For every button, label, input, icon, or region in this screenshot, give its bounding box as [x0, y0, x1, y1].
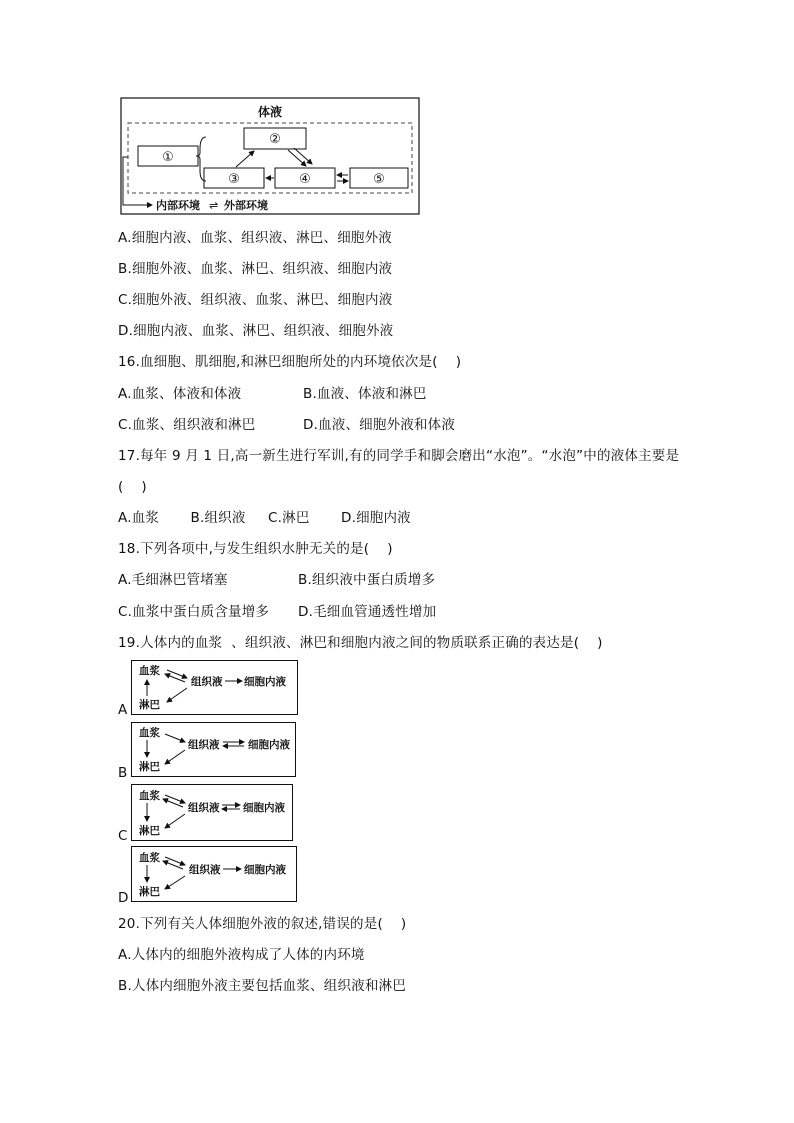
- caption-external: 外部环境: [224, 199, 268, 212]
- box-5: ⑤: [373, 172, 385, 187]
- q19-option-a-diagram: [131, 660, 299, 716]
- q17-options: A.血浆 B.组织液 C.淋巴 D.细胞内液: [118, 510, 411, 526]
- body-fluid-diagram: [120, 97, 422, 217]
- box-3: ③: [228, 172, 240, 187]
- svg-text:组织液: 组织液: [191, 676, 223, 688]
- q18-stem: 18.下列各项中,与发生组织水肿无关的是( ): [118, 541, 393, 557]
- q18-option-d: D.毛细血管通透性增加: [298, 604, 437, 620]
- svg-text:细胞内液: 细胞内液: [243, 802, 285, 814]
- box-1: ①: [162, 150, 174, 165]
- diagram-title: 体液: [257, 105, 283, 119]
- q20-option-b: B.人体内细胞外液主要包括血浆、组织液和淋巴: [118, 978, 406, 994]
- svg-text:淋巴: 淋巴: [139, 699, 160, 711]
- svg-text:血浆: 血浆: [139, 790, 160, 802]
- svg-text:血浆: 血浆: [139, 727, 160, 739]
- q19-option-b-label: B: [118, 765, 128, 781]
- q20-stem: 20.下列有关人体细胞外液的叙述,错误的是( ): [118, 916, 407, 932]
- q16-stem: 16.血细胞、肌细胞,和淋巴细胞所处的内环境依次是( ): [118, 354, 462, 370]
- q17-stem-paren: ( ): [118, 479, 147, 495]
- box-4: ④: [299, 172, 311, 187]
- q19-option-a-label: A: [118, 702, 128, 718]
- q18-option-b: B.组织液中蛋白质增多: [298, 572, 436, 588]
- q16-option-a: A.血浆、体液和体液: [118, 386, 242, 402]
- svg-text:组织液: 组织液: [188, 739, 220, 751]
- q17-stem: 17.每年 9 月 1 日,高一新生进行军训,有的同学手和脚会磨出“水泡”。“水泡”中的液体主要是: [118, 448, 680, 464]
- svg-text:血浆: 血浆: [139, 852, 160, 864]
- q18-option-c: C.血浆中蛋白质含量增多: [118, 604, 270, 620]
- svg-text:细胞内液: 细胞内液: [244, 676, 286, 688]
- q19-option-c-label: C: [118, 828, 128, 844]
- svg-text:淋巴: 淋巴: [139, 761, 160, 773]
- q19-option-d-diagram: [131, 846, 298, 903]
- q20-option-a: A.人体内的细胞外液构成了人体的内环境: [118, 947, 365, 963]
- q19-option-d-label: D: [118, 890, 129, 906]
- svg-text:细胞内液: 细胞内液: [244, 864, 286, 876]
- q15-option-c: C.细胞外液、组织液、血浆、淋巴、细胞内液: [118, 292, 393, 308]
- q18-option-a: A.毛细淋巴管堵塞: [118, 572, 228, 588]
- svg-text:淋巴: 淋巴: [139, 886, 160, 898]
- caption-arrow: ⇌: [209, 199, 219, 212]
- q15-option-a: A.细胞内液、血浆、组织液、淋巴、细胞外液: [118, 230, 392, 246]
- svg-text:组织液: 组织液: [189, 864, 221, 876]
- q15-option-d: D.细胞内液、血浆、淋巴、组织液、细胞外液: [118, 323, 394, 339]
- svg-text:组织液: 组织液: [188, 802, 220, 814]
- q16-option-c: C.血浆、组织液和淋巴: [118, 417, 256, 433]
- q19-stem: 19.人体内的血浆 、组织液、淋巴和细胞内液之间的物质联系正确的表达是( ): [118, 635, 603, 651]
- q19-option-b-diagram: [131, 722, 297, 778]
- q19-option-c-diagram: [131, 784, 294, 842]
- svg-text:细胞内液: 细胞内液: [248, 739, 290, 751]
- svg-text:血浆: 血浆: [139, 665, 160, 677]
- q16-option-d: D.血液、细胞外液和体液: [303, 417, 456, 433]
- q16-option-b: B.血液、体液和淋巴: [303, 386, 427, 402]
- box-2: ②: [269, 132, 281, 147]
- caption-internal: 内部环境: [156, 199, 200, 212]
- svg-text:淋巴: 淋巴: [139, 825, 160, 837]
- q15-option-b: B.细胞外液、血浆、淋巴、组织液、细胞内液: [118, 261, 393, 277]
